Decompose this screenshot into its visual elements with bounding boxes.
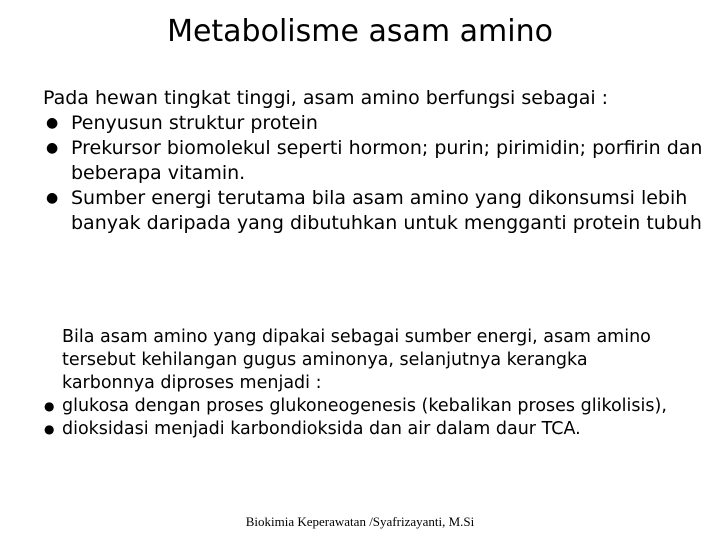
- bullet-icon: ●: [46, 190, 59, 206]
- list-item-text: Prekursor biomolekul seperti hormon; purin; pirimidin; porfirin dan beberapa vitamin.: [71, 137, 703, 184]
- list-item: [43, 111, 713, 136]
- bullet-icon: ●: [46, 140, 59, 156]
- bullet-icon: ●: [44, 422, 55, 436]
- slide-title: Metabolisme asam amino: [167, 14, 553, 49]
- energy-section: [44, 326, 714, 441]
- list-item-text: Penyusun struktur protein: [71, 112, 318, 134]
- list-item: [44, 418, 714, 441]
- bullet-icon: ●: [44, 399, 55, 413]
- bullet-icon: ●: [46, 115, 59, 131]
- list-item: [44, 395, 714, 418]
- energy-outcomes-list: [44, 395, 714, 441]
- list-item-text: glukosa dengan proses glukoneogenesis (kebalikan proses glikolisis),: [62, 396, 667, 416]
- functions-list: [43, 111, 713, 236]
- footer-credit: Biokimia Keperawatan /Syafrizayanti, M.Si: [245, 514, 475, 529]
- list-item: [43, 136, 713, 186]
- list-item: [43, 186, 713, 236]
- list-item-text: dioksidasi menjadi karbondioksida dan air dalam daur TCA.: [62, 419, 581, 439]
- functions-section: [43, 86, 713, 236]
- energy-paragraph: Bila asam amino yang dipakai sebagai sumber energi, asam amino tersebut kehilangan gugus aminonya, selanjutnya kerangka karbonnya diproses menjadi :: [62, 327, 651, 393]
- intro-text: Pada hewan tingkat tinggi, asam amino berfungsi sebagai :: [43, 87, 609, 109]
- list-item-text: Sumber energi terutama bila asam amino yang dikonsumsi lebih banyak daripada yang dibutuhkan untuk mengganti protein tubuh: [71, 187, 702, 234]
